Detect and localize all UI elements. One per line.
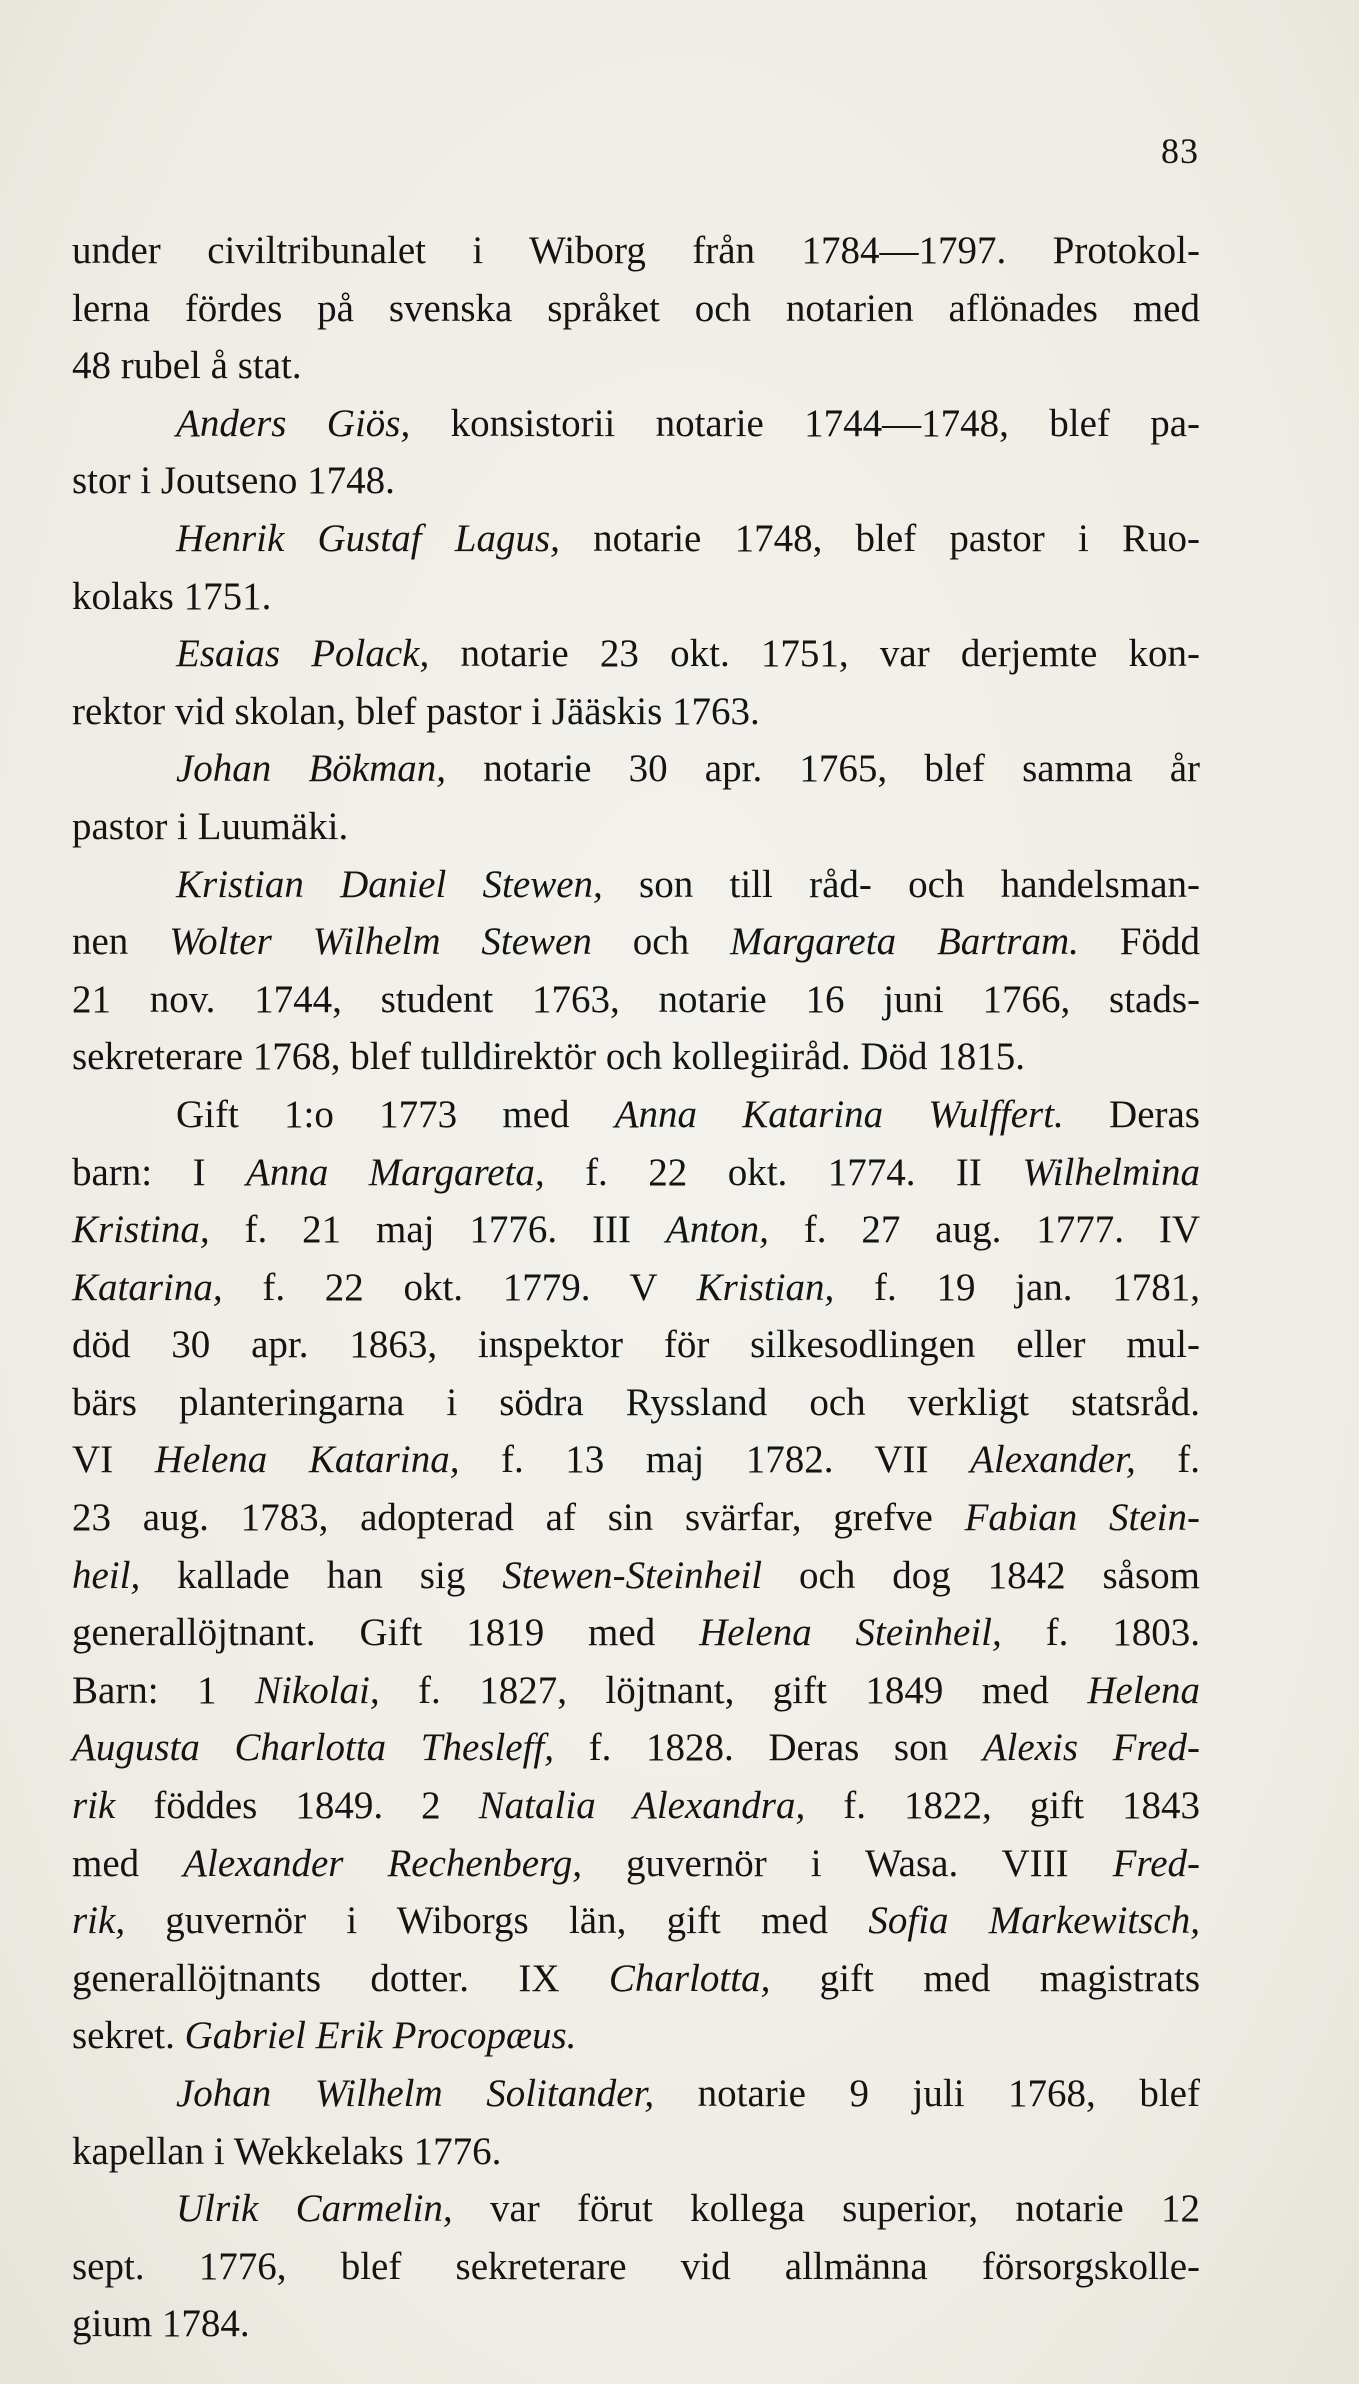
italic-name-text: Alexis Fred-: [982, 1726, 1200, 1770]
page-number: 83: [1161, 131, 1199, 171]
italic-name-text: Henrik Gustaf Lagus,: [176, 516, 560, 560]
body-text: [72, 222, 1200, 2353]
text-segment: bärs planteringarna i södra Ryssland och verkligt statsråd.: [72, 1380, 1200, 1424]
text-line: [72, 1547, 1200, 1605]
text-line: [72, 2123, 1200, 2181]
text-line: [72, 740, 1200, 798]
text-segment: och dog 1842 såsom: [762, 1553, 1200, 1597]
italic-name-text: Esaias Polack,: [176, 632, 430, 676]
text-segment: notarie 30 apr. 1765, blef samma år: [446, 747, 1201, 791]
text-segment: rektor vid skolan, blef pastor i Jääskis 1763.: [72, 689, 760, 733]
text-segment: lerna fördes på svenska språket och notarien aflönades med: [72, 286, 1200, 330]
italic-name-text: Anna Katarina Wulffert.: [614, 1092, 1064, 1136]
text-line: [72, 1777, 1200, 1835]
text-segment: f. 1822, gift 1843: [805, 1784, 1200, 1828]
text-line: [72, 1431, 1200, 1489]
text-line: [72, 337, 1200, 395]
text-line: [72, 1374, 1200, 1432]
text-segment: nen: [72, 920, 170, 964]
text-segment: notarie 23 okt. 1751, var derjemte kon-: [429, 632, 1200, 676]
italic-name-text: Natalia Alexandra,: [478, 1784, 806, 1828]
text-segment: f. 1827, löjtnant, gift 1849 med: [379, 1668, 1088, 1712]
text-segment: under civiltribunalet i Wiborg från 1784—1797. Protokol-: [72, 229, 1200, 272]
text-line: [72, 452, 1200, 510]
text-line: [72, 1604, 1200, 1662]
italic-name-text: Johan Bökman,: [176, 747, 447, 791]
text-segment: son till råd- och handelsman-: [602, 862, 1200, 906]
italic-name-text: rik: [72, 1784, 116, 1828]
italic-name-text: Kristina,: [72, 1208, 210, 1252]
text-line: [72, 2065, 1200, 2123]
italic-name-text: rik,: [72, 1899, 126, 1943]
text-segment: f. 21 maj 1776. III: [209, 1208, 666, 1252]
text-segment: f. 1828. Deras son: [554, 1726, 983, 1770]
text-line: [72, 1259, 1200, 1317]
text-segment: kapellan i Wekkelaks 1776.: [72, 2129, 502, 2173]
text-segment: guvernör i Wasa. VIII: [582, 1841, 1113, 1885]
italic-name-text: Nikolai,: [255, 1668, 380, 1712]
text-line: [72, 2238, 1200, 2296]
text-line: [72, 1086, 1200, 1144]
italic-name-text: Kristian Daniel Stewen,: [176, 862, 603, 906]
text-segment: 21 nov. 1744, student 1763, notarie 16 juni 1766, stads-: [72, 977, 1200, 1021]
text-segment: gium 1784.: [72, 2302, 250, 2346]
italic-name-text: heil,: [72, 1553, 141, 1597]
italic-name-text: Gabriel Erik Procopæus.: [184, 2014, 577, 2058]
text-segment: Född: [1078, 920, 1200, 964]
text-segment: f. 19 jan. 1781,: [834, 1265, 1200, 1309]
text-line: [72, 856, 1200, 914]
text-segment: 48 rubel å stat.: [72, 344, 302, 388]
text-segment: 23 aug. 1783, adopterad af sin svärfar, grefve: [72, 1496, 965, 1540]
text-segment: Deras: [1063, 1092, 1200, 1136]
text-line: [72, 1316, 1200, 1374]
text-segment: f. 22 okt. 1779. V: [222, 1265, 697, 1309]
text-segment: gift med magistrats: [770, 1956, 1200, 2000]
italic-name-text: Helena Steinheil,: [699, 1611, 1002, 1655]
text-segment: Gift 1:o 1773 med: [176, 1092, 615, 1136]
text-segment: Barn: 1: [72, 1668, 256, 1712]
text-segment: föddes 1849. 2: [115, 1784, 479, 1828]
text-segment: generallöjtnants dotter. IX: [72, 1956, 609, 2000]
italic-name-text: Sofia Markewitsch,: [868, 1899, 1200, 1943]
text-line: [72, 625, 1200, 683]
italic-name-text: Stewen-Steinheil: [502, 1553, 763, 1597]
italic-name-text: Kristian,: [696, 1265, 835, 1309]
text-segment: pastor i Luumäki.: [72, 804, 349, 848]
text-line: [72, 280, 1200, 338]
text-segment: f. 22 okt. 1774. II: [544, 1150, 1023, 1194]
italic-name-text: Johan Wilhelm Solitander,: [176, 2072, 655, 2115]
text-line: [72, 798, 1200, 856]
text-line: [72, 1489, 1200, 1547]
text-line: [72, 1144, 1200, 1202]
text-segment: VI: [72, 1438, 155, 1482]
text-line: [72, 683, 1200, 741]
text-segment: barn: I: [72, 1150, 247, 1194]
text-segment: generallöjtnant. Gift 1819 med: [72, 1611, 700, 1655]
text-segment: guvernör i Wiborgs län, gift med: [125, 1899, 869, 1943]
text-segment: f. 1803.: [1001, 1611, 1200, 1655]
italic-name-text: Katarina,: [72, 1265, 223, 1309]
text-segment: kolaks 1751.: [72, 574, 272, 618]
text-segment: död 30 apr. 1863, inspektor för silkesodlingen eller mul-: [72, 1323, 1200, 1367]
text-segment: f. 27 aug. 1777. IV: [768, 1208, 1201, 1252]
text-line: [72, 1835, 1200, 1893]
text-line: [72, 1662, 1200, 1720]
text-line: [72, 395, 1200, 453]
text-segment: f.: [1135, 1438, 1200, 1482]
italic-name-text: Anna Margareta,: [246, 1150, 545, 1194]
text-line: [72, 2007, 1200, 2065]
text-line: [72, 2295, 1200, 2353]
text-segment: f. 13 maj 1782. VII: [459, 1438, 971, 1482]
text-segment: konsistorii notarie 1744—1748, blef pa-: [410, 401, 1200, 445]
text-line: [72, 1719, 1200, 1777]
text-segment: och: [591, 920, 730, 964]
italic-name-text: Fred-: [1112, 1841, 1200, 1885]
italic-name-text: Charlotta,: [608, 1956, 771, 2000]
text-line: [72, 568, 1200, 626]
text-segment: sekreterare 1768, blef tulldirektör och kollegiiråd. Död 1815.: [72, 1035, 1026, 1079]
italic-name-text: Alexander,: [970, 1438, 1136, 1482]
text-segment: notarie 9 juli 1768, blef: [654, 2072, 1200, 2115]
italic-name-text: Margareta Bartram.: [729, 920, 1079, 964]
italic-name-text: Wilhelmina: [1022, 1150, 1200, 1194]
italic-name-text: Wolter Wilhelm Stewen: [169, 920, 592, 964]
italic-name-text: Augusta Charlotta Thesleff,: [72, 1726, 555, 1770]
text-line: [72, 1892, 1200, 1950]
text-line: [72, 971, 1200, 1029]
text-segment: var förut kollega superior, notarie 12: [452, 2187, 1200, 2231]
italic-name-text: Alexander Rechenberg,: [183, 1841, 582, 1885]
text-line: [72, 913, 1200, 971]
text-segment: med: [72, 1841, 184, 1885]
text-line: [72, 1201, 1200, 1259]
italic-name-text: Anton,: [665, 1208, 769, 1252]
italic-name-text: Anders Giös,: [176, 401, 411, 445]
text-segment: sekret.: [72, 2014, 185, 2058]
text-line: [72, 2180, 1200, 2238]
text-segment: sept. 1776, blef sekreterare vid allmänna försorgskolle-: [72, 2244, 1200, 2288]
text-line: [72, 222, 1200, 280]
text-line: [72, 1028, 1200, 1086]
italic-name-text: Ulrik Carmelin,: [176, 2187, 453, 2231]
text-segment: kallade han sig: [140, 1553, 503, 1597]
italic-name-text: Helena Katarina,: [154, 1438, 460, 1482]
text-line: [72, 1950, 1200, 2008]
italic-name-text: Fabian Stein-: [964, 1496, 1200, 1540]
text-segment: stor i Joutseno 1748.: [72, 459, 395, 503]
text-segment: notarie 1748, blef pastor i Ruo-: [559, 516, 1200, 560]
text-line: [72, 510, 1200, 568]
italic-name-text: Helena: [1087, 1668, 1200, 1712]
